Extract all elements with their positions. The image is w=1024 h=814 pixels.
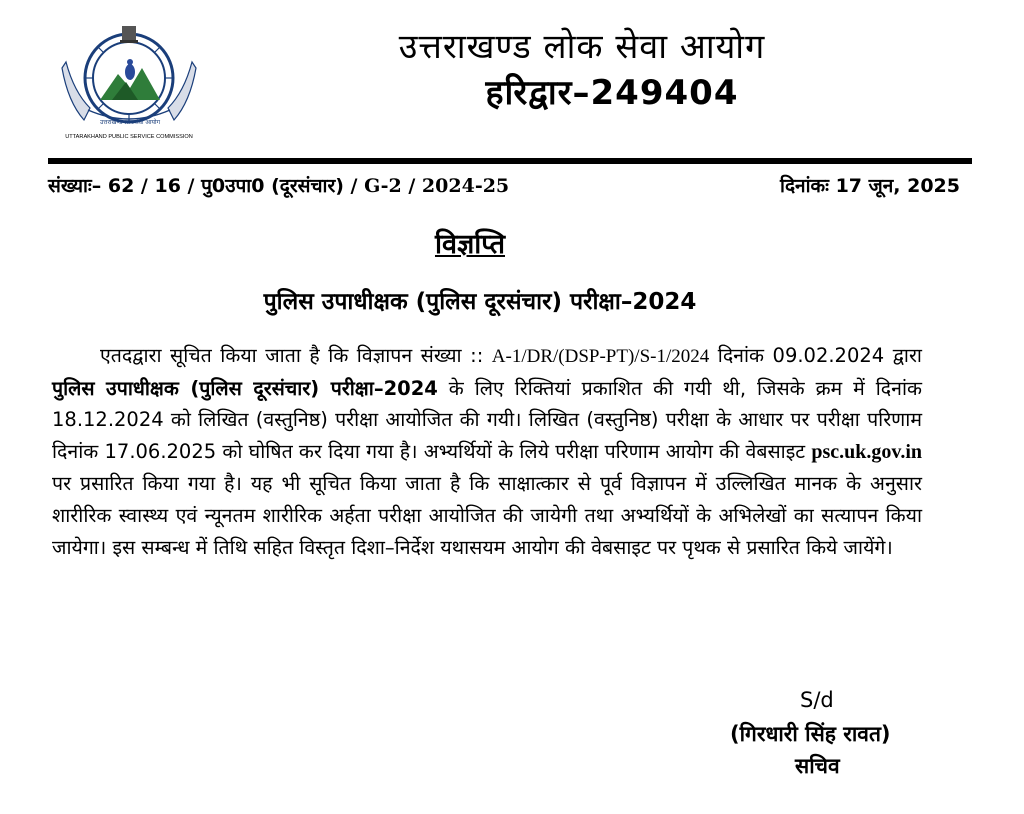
body-part-1: एतदद्वारा सूचित किया जाता है कि विज्ञापन संख्या ::	[100, 344, 484, 367]
notice-body	[52, 340, 922, 563]
logo-caption: UTTARAKHAND PUBLIC SERVICE COMMISSION	[65, 134, 193, 140]
reference-label: संख्याः–	[48, 175, 102, 197]
reference-number-part1: 62 / 16 / पु0उपा0 (दूरसंचार) /	[107, 175, 358, 197]
reference-number-part2: G-2 / 2024-25	[364, 175, 510, 197]
notice-subject: पुलिस उपाधीक्षक (पुलिस दूरसंचार) परीक्षा–2024	[263, 289, 697, 315]
signatory-name: (गिरधारी सिंह रावत)	[730, 722, 891, 746]
reference-date	[780, 172, 960, 198]
notice-heading: विज्ञप्ति	[434, 229, 505, 260]
date-label: दिनांकः	[780, 175, 829, 197]
header-divider	[48, 158, 972, 164]
body-part-3: के लिए रिक्तियां प्रकाशित की गयी थी, जिसके क्रम में दिनांक 18.12.2024 को लिखित (वस्तुनिष्ठ) परीक्षा आयोजित की गयी। लिखित (वस्तुनिष्ठ) परीक्षा के आधार पर परीक्षा परिणाम दिनांक 17.06.2025 को घोषित कर दिया गया है। अभ्यर्थियों के लिये परीक्षा परिणाम आयोग की वेबसाइट	[52, 376, 922, 463]
commission-logo	[60, 22, 198, 144]
organisation-header	[292, 24, 872, 116]
body-part-4: पर प्रसारित किया गया है। यह भी सूचित किया जाता है कि साक्षात्कार से पूर्व विज्ञापन में उल्लिखित मानक के अनुसार शारीरिक स्वास्थ्य एवं न्यूनतम शारीरिक अर्हता परीक्षा आयोजित की जायेगी तथा अभ्यर्थियों के अभिलेखों का सत्यापन किया जायेगा। इस सम्बन्ध में तिथि सहित विस्तृत दिशा–निर्देश यथासयम आयोग की वेबसाइट पर पृथक से प्रसारित किये जायेंगे।	[52, 472, 922, 559]
reference-line	[48, 172, 960, 200]
emblem-text: उत्तराखण्ड लोकसेवा आयोग	[100, 119, 160, 126]
date-value: 17 जून, 2025	[835, 175, 960, 197]
advertisement-reference: A-1/DR/(DSP-PT)/S-1/2024	[491, 346, 710, 367]
organisation-name: उत्तराखण्ड लोक सेवा आयोग	[398, 27, 766, 67]
signature-sd: S/d	[800, 688, 834, 712]
website-link[interactable]: psc.uk.gov.in	[811, 440, 922, 463]
exam-name: पुलिस उपाधीक्षक (पुलिस दूरसंचार) परीक्षा–2024	[52, 376, 438, 400]
reference-number	[48, 172, 509, 198]
body-part-2: दिनांक 09.02.2024 द्वारा	[717, 344, 922, 367]
organisation-address: हरिद्वार–249404	[485, 73, 739, 113]
signatory-designation: सचिव	[795, 754, 840, 778]
